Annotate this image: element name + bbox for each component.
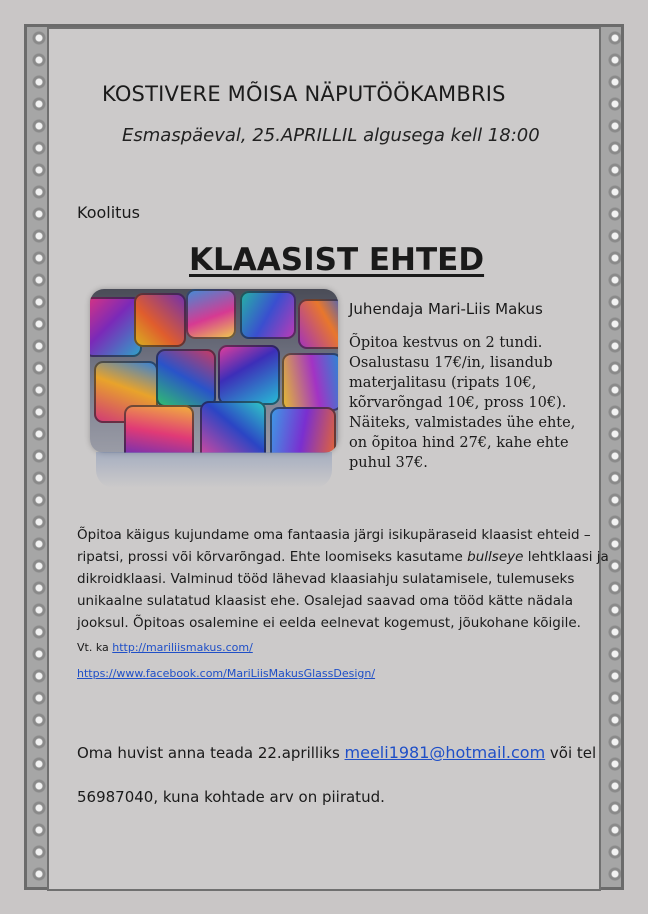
main-title: KLAASIST EHTED: [189, 242, 485, 278]
website-link[interactable]: http://mariliismakus.com/: [112, 641, 253, 654]
body-line: dikroidklaasi. Valminud tööd lähevad klaasiahju sulatamisele, tulemuseks: [77, 571, 575, 587]
body-line: Õpitoa käigus kujundame oma fantaasia järgi isikupäraseid klaasist ehteid –: [77, 527, 591, 543]
course-label: Koolitus: [77, 203, 140, 222]
course-details: [349, 333, 574, 473]
detail-line: Näiteks, valmistades ühe ehte,: [349, 415, 576, 431]
body-line: ripatsi, prossi või kõrvarõngad. Ehte loomiseks kasutame bullseye lehtklaasi ja: [77, 549, 609, 565]
signup-line-2: 56987040, kuna kohtade arv on piiratud.: [77, 788, 385, 806]
glass-jewelry-photo: [90, 289, 338, 453]
signup-line: Oma huvist anna teada 22.aprilliks meeli1981@hotmail.com või tel: [77, 743, 597, 762]
course-description: [77, 524, 609, 634]
detail-line: kõrvarõngad 10€, pross 10€).: [349, 395, 567, 411]
detail-line: Õpitoa kestvus on 2 tundi.: [349, 335, 543, 351]
body-line: jooksul. Õpitoas osalemine ei eelda eelnevat kogemust, jõukohane kõigile.: [77, 615, 581, 631]
body-line: unikaalne sulatatud klaasist ehe. Osalejad saavad oma tööd kätte nädala: [77, 593, 573, 609]
email-link[interactable]: meeli1981@hotmail.com: [344, 743, 546, 762]
venue-title: KOSTIVERE MÕISA NÄPUTÖÖKAMBRIS: [102, 82, 506, 106]
event-date: Esmaspäeval, 25.APRILLIL algusega kell 18:00: [122, 125, 540, 146]
detail-line: on õpitoa hind 27€, kahe ehte: [349, 435, 569, 451]
bullseye-term: bullseye: [467, 549, 524, 565]
instructor-name: Juhendaja Mari-Liis Makus: [349, 300, 543, 318]
facebook-link[interactable]: https://www.facebook.com/MariLiisMakusGlassDesign/: [77, 667, 376, 680]
detail-line: materjalitasu (ripats 10€,: [349, 375, 537, 391]
facebook-line: [77, 667, 375, 680]
detail-line: puhul 37€.: [349, 455, 428, 471]
detail-line: Osalustasu 17€/in, lisandub: [349, 355, 553, 371]
photo-reflection: [96, 452, 332, 488]
see-also-line: Vt. ka http://mariliismakus.com/: [77, 641, 253, 654]
